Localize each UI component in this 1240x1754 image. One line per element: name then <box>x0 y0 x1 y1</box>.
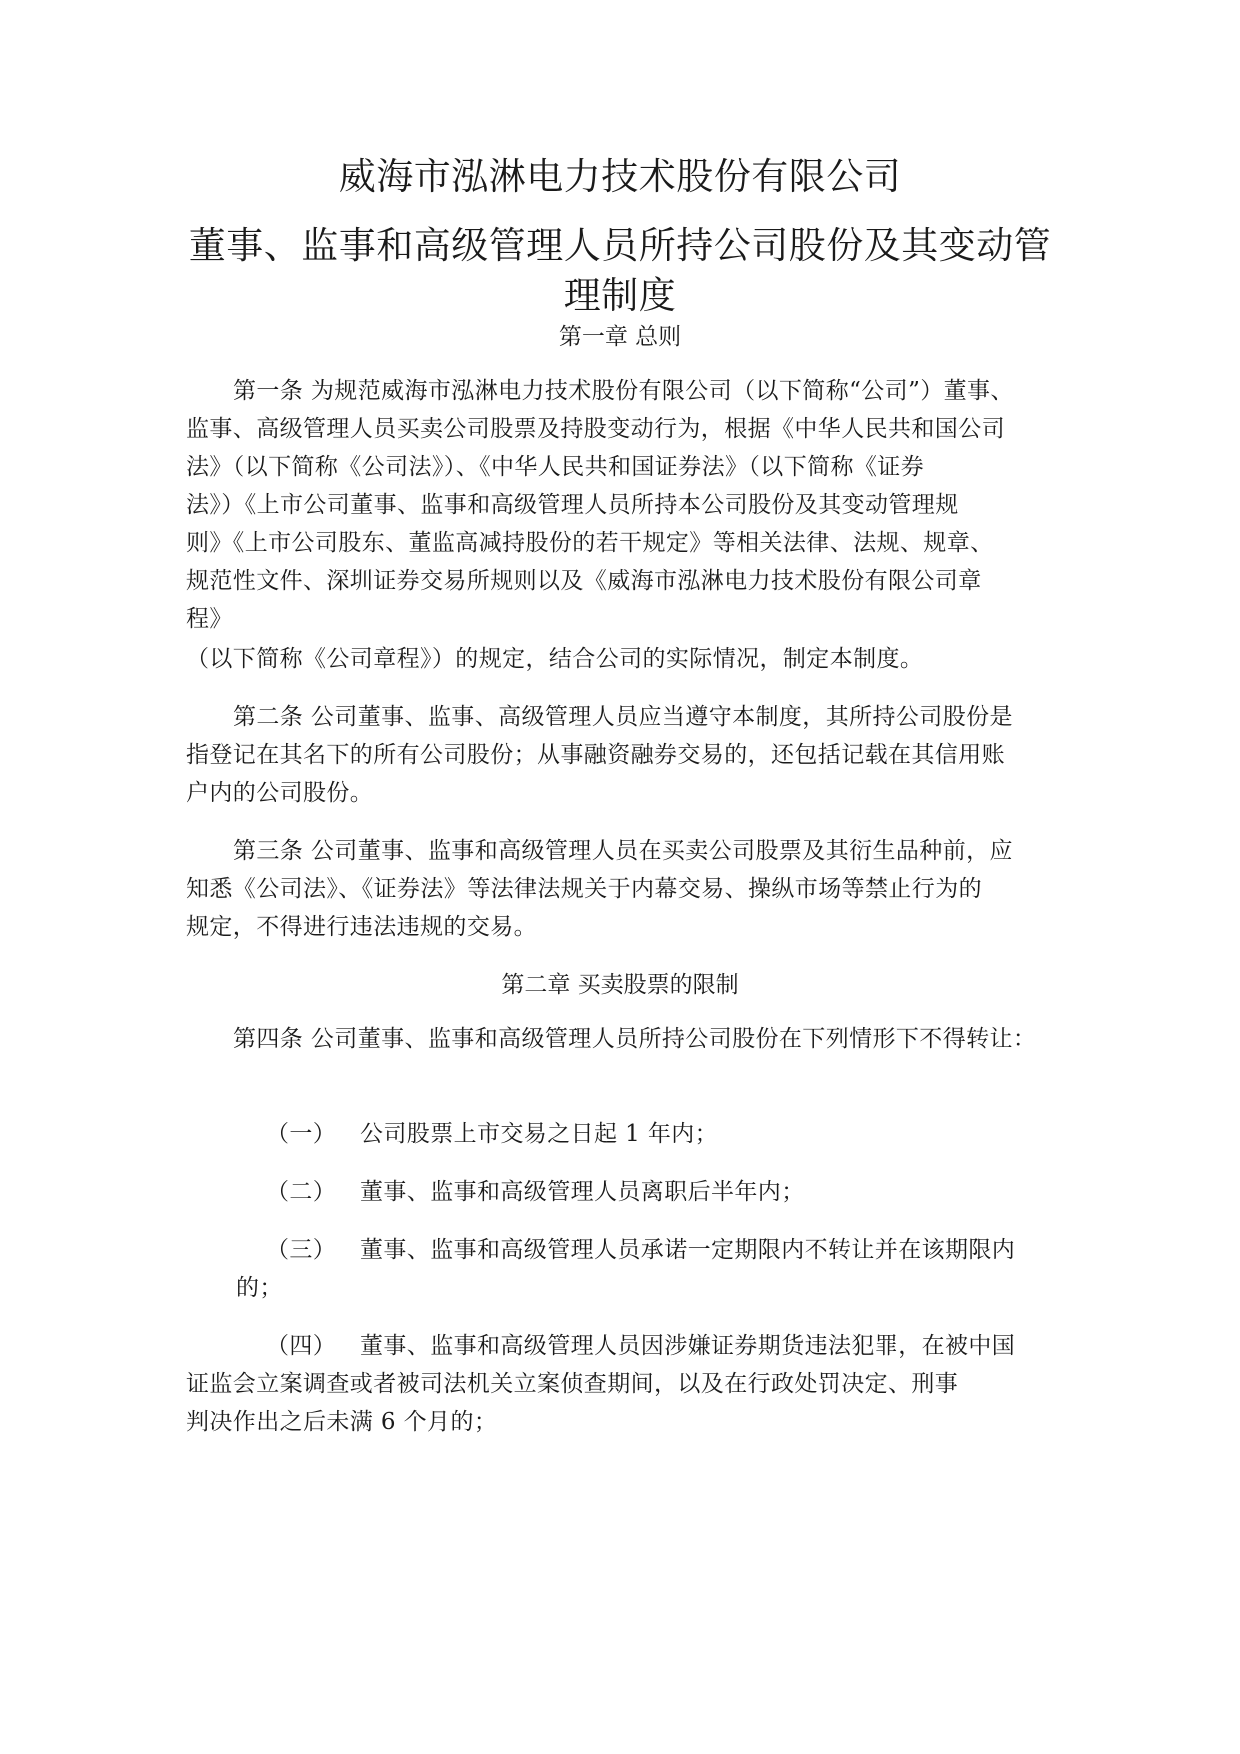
article-3-line: 知悉《公司法》、《证券法》等法律法规关于内幕交易、操纵市场等禁止行为的 <box>186 876 982 902</box>
document-title-line-2: 理制度 <box>563 274 677 317</box>
list-item-text: 董事、监事和高级管理人员离职后半年内； <box>360 1179 805 1205</box>
list-item-text: 证监会立案调查或者被司法机关立案侦查期间，以及在行政处罚决定、刑事 <box>186 1371 959 1397</box>
article-1-line: 则》《上市公司股东、董监高减持股份的若干规定》等相关法律、法规、规章、 <box>186 530 994 556</box>
list-item-text: 公司股票上市交易之日起 1 年内； <box>360 1121 719 1147</box>
article-1-line: 监事、高级管理人员买卖公司股票及持股变动行为，根据《中华人民共和国公司 <box>186 416 1005 442</box>
article-1-line: 程》 <box>186 606 233 632</box>
list-item-text: 董事、监事和高级管理人员因涉嫌证券期货违法犯罪，在被中国 <box>360 1333 1016 1359</box>
article-2-line: 指登记在其名下的所有公司股份；从事融资融券交易的，还包括记载在其信用账 <box>186 742 1005 768</box>
article-4-line: 第四条 公司董事、监事和高级管理人员所持公司股份在下列情形下不得转让： <box>233 1026 1037 1052</box>
article-1-line: 规范性文件、深圳证券交易所规则以及《威海市泓淋电力技术股份有限公司章 <box>186 568 982 594</box>
list-item-number: （三） <box>266 1237 337 1263</box>
article-3-line: 第三条 公司董事、监事和高级管理人员在买卖公司股票及其衍生品种前，应 <box>233 838 1013 864</box>
article-2-line: 户内的公司股份。 <box>186 780 374 806</box>
article-2-line: 第二条 公司董事、监事、高级管理人员应当遵守本制度，其所持公司股份是 <box>233 704 1013 730</box>
list-item-text: 董事、监事和高级管理人员承诺一定期限内不转让并在该期限内 <box>360 1237 1016 1263</box>
chapter-heading-1: 第一章 总则 <box>558 324 682 350</box>
list-item-text: 的； <box>236 1275 283 1301</box>
list-item-number: （一） <box>266 1121 337 1147</box>
article-1-line: （以下简称《公司章程》）的规定，结合公司的实际情况，制定本制度。 <box>186 646 924 672</box>
company-title: 威海市泓淋电力技术股份有限公司 <box>338 155 902 198</box>
document-title-line-1: 董事、监事和高级管理人员所持公司股份及其变动管 <box>188 224 1052 267</box>
article-1-line: 第一条 为规范威海市泓淋电力技术股份有限公司（以下简称“公司”）董事、 <box>233 378 1014 404</box>
list-item-text: 判决作出之后未满 6 个月的； <box>186 1409 498 1435</box>
article-3-line: 规定，不得进行违法违规的交易。 <box>186 914 537 940</box>
list-item-number: （二） <box>266 1179 337 1205</box>
list-item-number: （四） <box>266 1333 337 1359</box>
chapter-heading-2: 第二章 买卖股票的限制 <box>501 972 739 998</box>
article-1-line: 法》）《上市公司董事、监事和高级管理人员所持本公司股份及其变动管理规 <box>186 492 959 518</box>
article-1-line: 法》（以下简称《公司法》）、《中华人民共和国证券法》（以下简称《证券 <box>186 454 925 480</box>
